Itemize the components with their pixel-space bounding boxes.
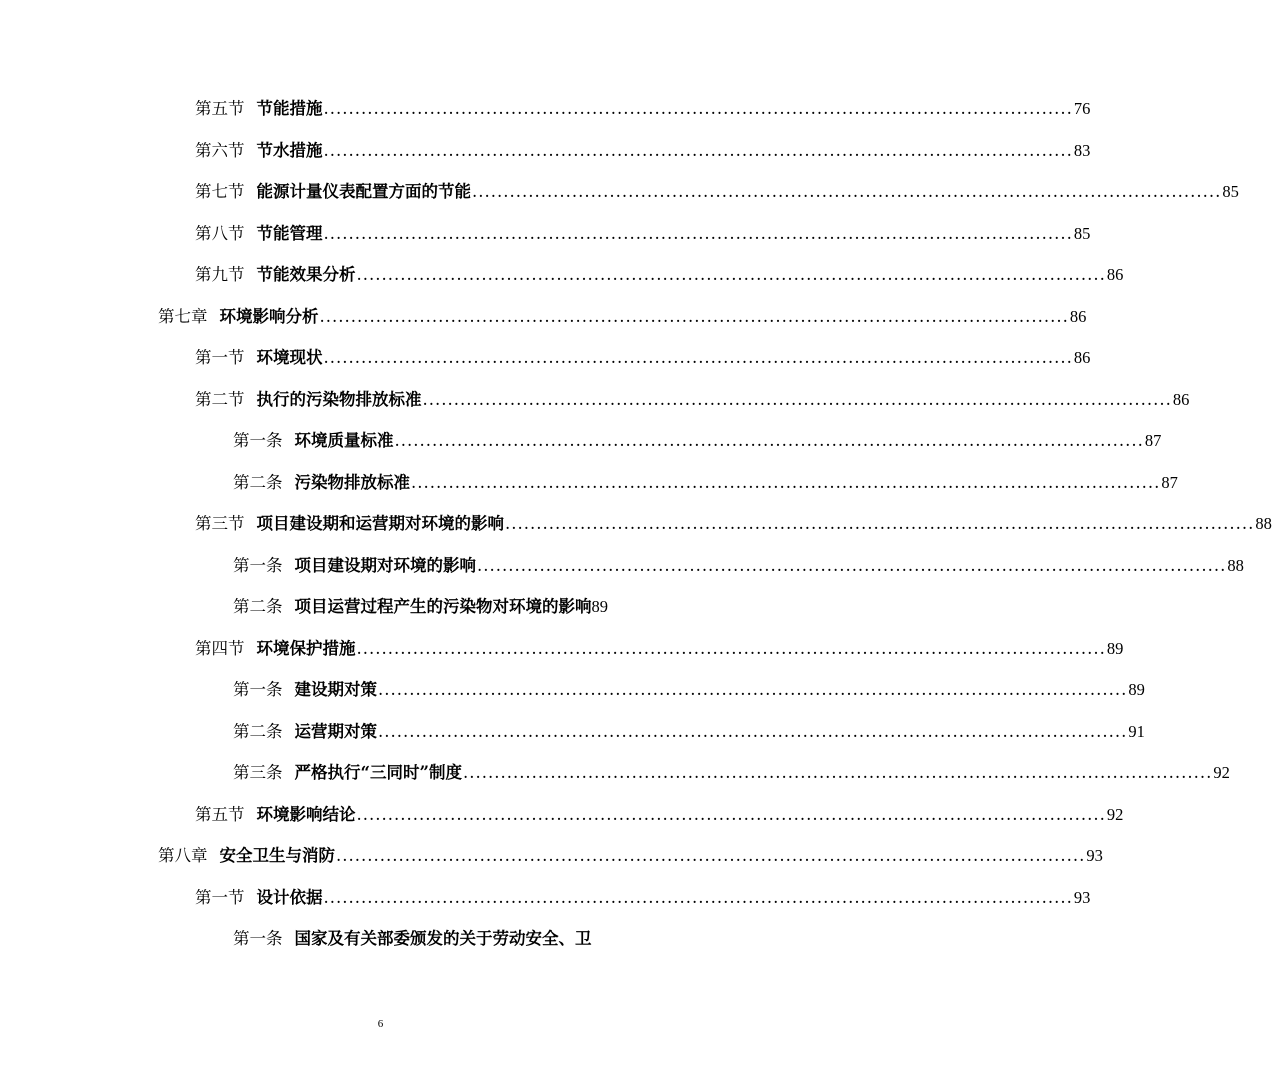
toc-leader-dots: ........................................................................................................................ [472,182,1222,201]
toc-entry-label: 第四节 [195,638,245,658]
toc-leader-dots: ........................................................................................................................ [323,887,1073,907]
page-number: 6 [377,1018,384,1030]
toc-entry-label: 第五节 [195,804,245,824]
toc-entry-label: 第一条 [233,431,283,450]
toc-leader-dots: ........................................................................................................................ [394,431,1144,450]
toc-entry-page: 91 [1128,721,1145,741]
toc-entry [233,760,1230,786]
toc-entry-page: 83 [1073,140,1091,160]
toc-entry [233,553,1244,579]
toc-leader-dots: ........................................................................................................................ [378,680,1128,699]
toc-leader-dots: ........................................................................................................................ [323,140,1073,160]
toc-entry-title: 建设期对策 [294,680,377,699]
toc-entry-title: 项目建设期和运营期对环境的影响 [256,514,504,533]
toc-entry [195,345,1091,371]
toc-leader-dots: ........................................................................................................................ [462,763,1213,782]
toc-entry-label: 第七章 [158,306,208,326]
toc-entry [195,262,1124,288]
toc-entry-label: 第二条 [233,597,283,616]
toc-entry-label: 第一条 [233,680,283,699]
toc-entry [233,926,592,952]
toc-entry-page: 86 [1069,306,1087,326]
toc-entry [233,594,608,620]
toc-leader-dots: ........................................................................................................................ [356,265,1106,284]
toc-entry-page: 86 [1073,348,1091,367]
toc-entry [195,511,1272,537]
toc-entry-title: 严格执行“三同时”制度 [294,763,462,782]
toc-entry-label: 第一条 [233,929,283,948]
toc-entry-title: 项目运营过程产生的污染物对环境的影响 [294,597,592,616]
toc-entry [195,802,1124,828]
toc-entry-page: 88 [1227,555,1244,575]
toc-entry-title: 节能效果分析 [256,265,356,284]
toc-entry-page: 89 [1106,638,1124,658]
toc-entry-page: 85 [1222,182,1239,201]
toc-entry-title: 环境保护措施 [256,638,356,658]
toc-entry-title: 环境质量标准 [294,431,394,450]
toc-entry-title: 节能措施 [256,99,323,118]
toc-entry-page: 86 [1172,389,1190,409]
toc-entry-label: 第八章 [158,846,208,865]
toc-entry-title: 执行的污染物排放标准 [256,389,422,409]
toc-entry-page: 86 [1106,265,1124,284]
toc-entry-page: 93 [1086,846,1103,865]
toc-entry [195,138,1091,164]
toc-entry-page: 76 [1073,99,1091,118]
toc-entry-label: 第二条 [233,721,283,741]
toc-entry [233,719,1145,745]
toc-leader-dots: ........................................................................................................................ [477,555,1227,575]
toc-entry-title: 安全卫生与消防 [219,846,335,865]
toc-entry-title: 节水措施 [256,140,323,160]
toc-entry-page: 87 [1144,431,1162,450]
toc-entry-label: 第三节 [195,514,245,533]
toc-entry-label: 第六节 [195,140,245,160]
toc-leader-dots: ........................................................................................................................ [323,99,1073,118]
toc-entry-label: 第一条 [233,555,283,575]
toc-leader-dots: ........................................................................................................................ [356,638,1106,658]
toc-entry [233,677,1145,703]
toc-entry-title: 能源计量仪表配置方面的节能 [256,182,471,201]
toc-entry-title: 项目建设期对环境的影响 [294,555,476,575]
toc-entry-label: 第九节 [195,265,245,284]
toc-entry-page: 87 [1161,472,1178,492]
toc-entry-page: 89 [1128,680,1145,699]
toc-leader-dots: ........................................................................................................................ [319,306,1069,326]
toc-entry-page: 93 [1073,887,1091,907]
toc-entry [233,428,1162,454]
toc-entry-title: 国家及有关部委颁发的关于劳动安全、卫 [294,929,592,948]
toc-entry-title: 环境现状 [256,348,323,367]
toc-leader-dots: ........................................................................................................................ [336,846,1086,865]
toc-entry-page: 85 [1073,223,1091,243]
toc-leader-dots: ........................................................................................................................ [323,223,1073,243]
toc-entry-page: 92 [1213,763,1230,782]
toc-leader-dots: ........................................................................................................................ [378,721,1128,741]
toc-entry [195,96,1091,122]
toc-entry-label: 第七节 [195,182,245,201]
toc-entry [195,636,1124,662]
toc-leader-dots: ........................................................................................................................ [411,472,1161,492]
toc-entry-label: 第五节 [195,99,245,118]
toc-leader-dots: ........................................................................................................................ [505,514,1255,533]
toc-entry [158,843,1103,869]
toc-entry-label: 第一节 [195,348,245,367]
toc-leader-dots: ........................................................................................................................ [422,389,1172,409]
toc-entry-label: 第三条 [233,763,283,782]
toc-entry [158,304,1087,330]
toc-leader-dots: ........................................................................................................................ [323,348,1073,367]
toc-entry-title: 设计依据 [256,887,323,907]
toc-entry-title: 运营期对策 [294,721,377,741]
toc-entry-label: 第二节 [195,389,245,409]
toc-entry-page: 92 [1106,804,1124,824]
toc-entry-label: 第二条 [233,472,283,492]
toc-entry-title: 污染物排放标准 [294,472,410,492]
toc-entry [195,387,1190,413]
toc-entry [233,470,1178,496]
toc-entry-page: 89 [591,597,608,616]
toc-entry-page: 88 [1255,514,1272,533]
toc-leader-dots: ........................................................................................................................ [356,804,1106,824]
toc-entry [195,221,1091,247]
toc-entry-label: 第一节 [195,887,245,907]
toc-entry [195,885,1091,911]
toc-entry-title: 节能管理 [256,223,323,243]
toc-entry [195,179,1239,205]
toc-entry-label: 第八节 [195,223,245,243]
toc-entry-title: 环境影响分析 [219,306,319,326]
toc-entry-title: 环境影响结论 [256,804,356,824]
